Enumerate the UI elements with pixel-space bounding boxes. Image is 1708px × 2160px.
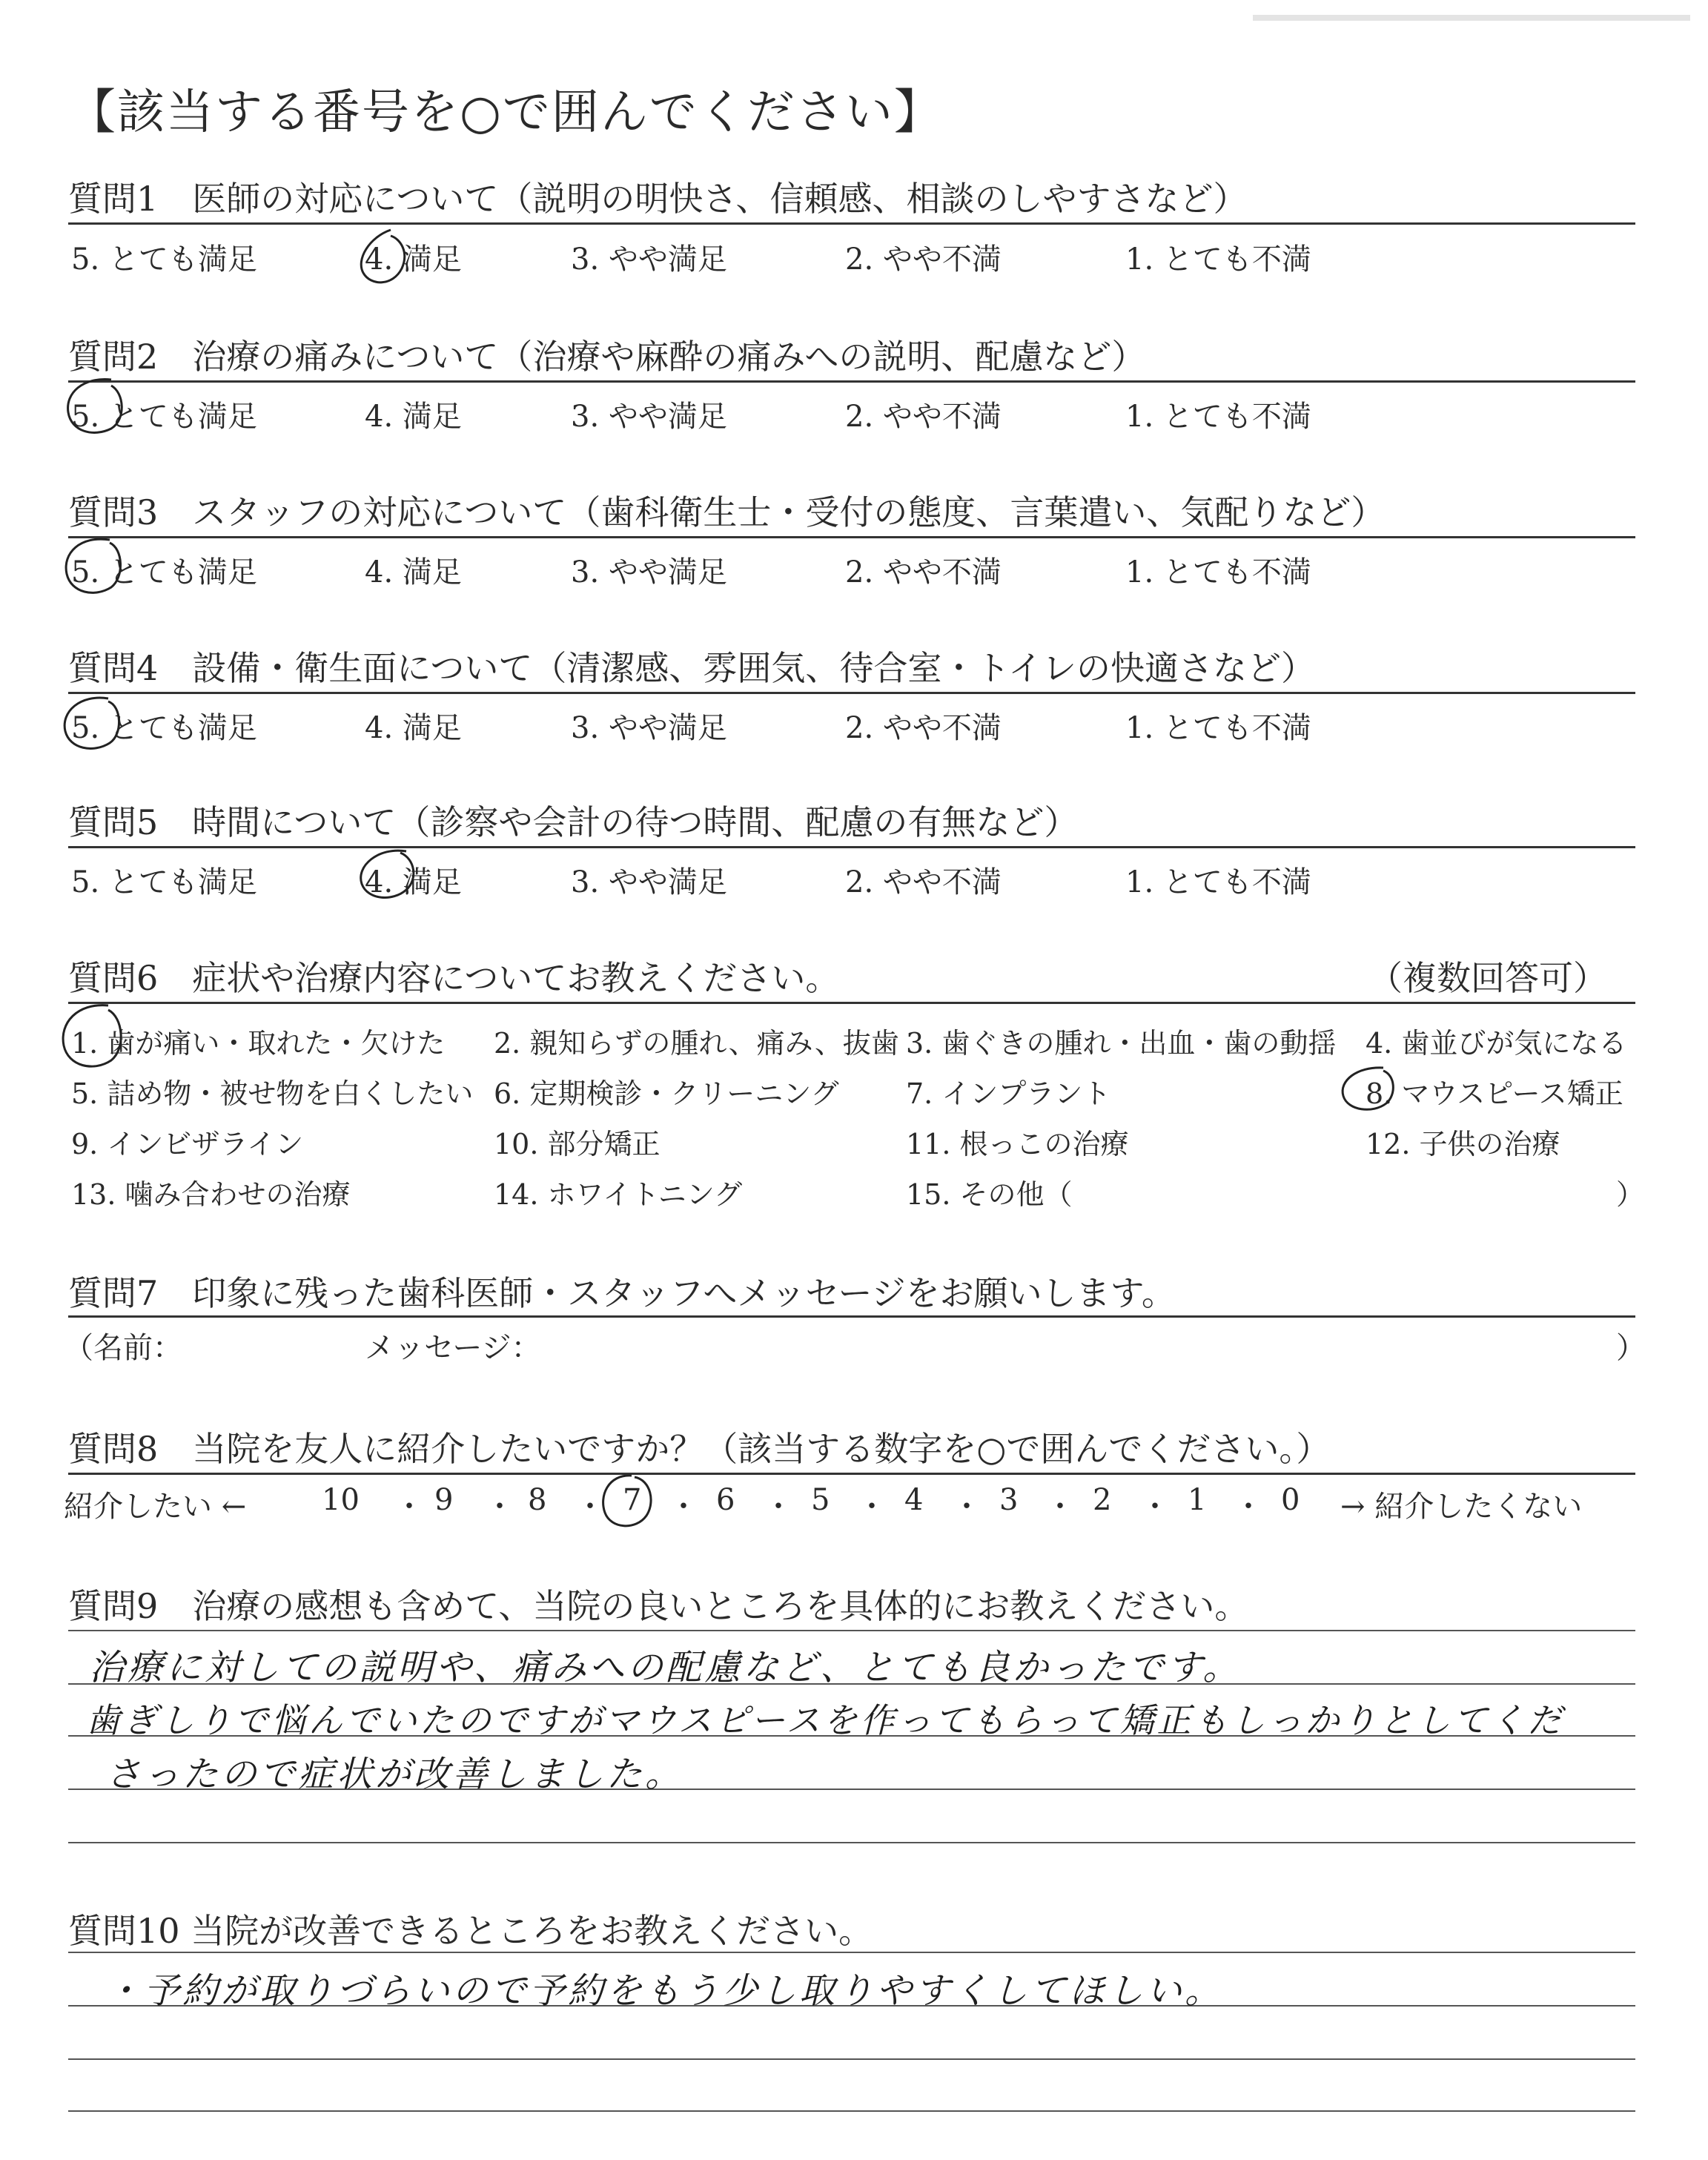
q8-separator: ・ <box>1140 1490 1170 1524</box>
q6-item-3[interactable]: 3. 歯ぐきの腫れ・出血・歯の動揺 <box>906 1027 1337 1060</box>
q6-item-13[interactable]: 13. 噛み合わせの治療 <box>71 1178 351 1211</box>
q6-item-11[interactable]: 11. 根っこの治療 <box>906 1128 1129 1160</box>
q4-option-1[interactable]: 1. とても不満 <box>1125 711 1311 745</box>
q2-option-1[interactable]: 1. とても不満 <box>1125 400 1311 434</box>
q8-score-8[interactable]: 8 <box>528 1483 547 1517</box>
q8-right-label: → 紹介したくない <box>1340 1490 1583 1524</box>
q8-score-9[interactable]: 9 <box>434 1483 454 1517</box>
q1-option-5[interactable]: 5. とても満足 <box>71 242 257 277</box>
q6-item-8[interactable]: 8. マウスピース矯正 <box>1366 1077 1623 1110</box>
q6-item-1[interactable]: 1. 歯が痛い・取れた・欠けた <box>71 1027 446 1060</box>
q3-option-5[interactable]: 5. とても満足 <box>71 555 257 589</box>
q2-option-4[interactable]: 4. 満足 <box>365 400 462 434</box>
page-heading: 【該当する番号を○で囲んでください】 <box>68 85 943 140</box>
q6-item-15[interactable]: 15. その他（ <box>906 1178 1073 1211</box>
question-3-title: 質問3 スタッフの対応について（歯科衛生士・受付の態度、言葉遣い、気配りなど） <box>68 492 1386 532</box>
q5-option-3[interactable]: 3. やや満足 <box>571 865 727 899</box>
q1-option-1[interactable]: 1. とても不満 <box>1125 242 1311 277</box>
q10-line-3 <box>68 2058 1635 2060</box>
q5-option-4[interactable]: 4. 満足 <box>365 865 462 899</box>
q7-name-label: （名前： <box>64 1331 182 1365</box>
q1-option-4[interactable]: 4. 満足 <box>365 242 462 277</box>
question-4-rule <box>68 692 1635 694</box>
q8-separator: ・ <box>485 1490 514 1524</box>
q6-item-12[interactable]: 12. 子供の治療 <box>1366 1128 1560 1160</box>
q1-option-2[interactable]: 2. やや不満 <box>845 242 1002 277</box>
q7-message-label: メッセージ： <box>365 1331 541 1365</box>
q3-option-4[interactable]: 4. 満足 <box>365 555 462 589</box>
q8-separator: ・ <box>1234 1490 1263 1524</box>
q5-option-5[interactable]: 5. とても満足 <box>71 865 257 899</box>
q3-option-1[interactable]: 1. とても不満 <box>1125 555 1311 589</box>
q8-score-7[interactable]: 7 <box>623 1483 642 1517</box>
question-5-title: 質問5 時間について（診察や会計の待つ時間、配慮の有無など） <box>68 802 1079 842</box>
question-6-title: 質問6 症状や治療内容についてお教えください。 <box>68 958 840 998</box>
q1-option-3[interactable]: 3. やや満足 <box>571 242 727 277</box>
q3-option-3[interactable]: 3. やや満足 <box>571 555 727 589</box>
question-1-rule <box>68 222 1635 225</box>
q4-option-2[interactable]: 2. やや不満 <box>845 711 1002 745</box>
q7-close-paren: ） <box>1616 1331 1646 1365</box>
q8-score-4[interactable]: 4 <box>904 1483 924 1517</box>
q8-score-6[interactable]: 6 <box>716 1483 735 1517</box>
q8-score-2[interactable]: 2 <box>1093 1483 1112 1517</box>
question-8-rule <box>68 1473 1635 1475</box>
q10-answer-line-1: ・予約が取りづらいので予約をもう少し取りやすくしてほしい。 <box>105 1970 1224 2012</box>
q8-score-1[interactable]: 1 <box>1188 1483 1207 1517</box>
q6-item-5[interactable]: 5. 詰め物・被せ物を白くしたい <box>71 1077 474 1110</box>
q3-option-2[interactable]: 2. やや不満 <box>845 555 1002 589</box>
question-9-title: 質問9 治療の感想も含めて、当院の良いところを具体的にお教えください。 <box>68 1586 1249 1626</box>
q6-item-6[interactable]: 6. 定期検診・クリーニング <box>494 1077 839 1110</box>
q2-option-2[interactable]: 2. やや不満 <box>845 400 1002 434</box>
q6-item-15-close: ） <box>1616 1178 1645 1211</box>
question-5-rule <box>68 846 1635 848</box>
question-10-title: 質問10 当院が改善できるところをお教えください。 <box>68 1911 873 1951</box>
q6-item-7[interactable]: 7. インプラント <box>906 1077 1111 1110</box>
q9-answer-line-2: 歯ぎしりで悩んでいたのですがマウスピースを作ってもらって矯正もしっかりとしてくだ <box>86 1700 1565 1740</box>
question-6-note: （複数回答可） <box>1368 958 1607 998</box>
q6-item-2[interactable]: 2. 親知らずの腫れ、痛み、抜歯 <box>494 1027 899 1060</box>
q5-option-1[interactable]: 1. とても不満 <box>1125 865 1311 899</box>
q8-separator: ・ <box>1045 1490 1075 1524</box>
question-6-rule <box>68 1002 1635 1004</box>
q8-score-0[interactable]: 0 <box>1281 1483 1300 1517</box>
q9-answer-line-3: さったので症状が改善しました。 <box>105 1754 684 1795</box>
q8-score-3[interactable]: 3 <box>999 1483 1019 1517</box>
q4-option-3[interactable]: 3. やや満足 <box>571 711 727 745</box>
question-2-rule <box>68 380 1635 383</box>
q4-option-4[interactable]: 4. 満足 <box>365 711 462 745</box>
question-2-title: 質問2 治療の痛みについて（治療や麻酔の痛みへの説明、配慮など） <box>68 337 1146 377</box>
scan-edge <box>1253 15 1690 21</box>
q8-left-label: 紹介したい ← <box>64 1490 247 1524</box>
question-7-title: 質問7 印象に残った歯科医師・スタッフへメッセージをお願いします。 <box>68 1273 1176 1313</box>
q9-line-1 <box>68 1630 1635 1631</box>
q6-item-9[interactable]: 9. インビザライン <box>71 1128 304 1160</box>
question-1-title: 質問1 医師の対応について（説明の明快さ、信頼感、相談のしやすさなど） <box>68 179 1248 219</box>
q10-line-1 <box>68 1952 1635 1953</box>
q9-answer-line-1: 治療に対しての説明や、痛みへの配慮など、とても良かったです。 <box>89 1647 1242 1688</box>
q8-separator: ・ <box>952 1490 982 1524</box>
q2-option-5[interactable]: 5. とても満足 <box>71 400 257 434</box>
question-3-rule <box>68 536 1635 538</box>
question-7-rule <box>68 1315 1635 1318</box>
q8-separator: ・ <box>575 1490 605 1524</box>
q2-option-3[interactable]: 3. やや満足 <box>571 400 727 434</box>
question-4-title: 質問4 設備・衛生面について（清潔感、雰囲気、待合室・トイレの快適さなど） <box>68 648 1316 688</box>
q9-line-5 <box>68 1842 1635 1843</box>
q8-score-5[interactable]: 5 <box>811 1483 830 1517</box>
q8-separator: ・ <box>669 1490 698 1524</box>
q6-item-14[interactable]: 14. ホワイトニング <box>494 1178 743 1211</box>
q6-item-10[interactable]: 10. 部分矯正 <box>494 1128 661 1160</box>
question-8-title: 質問8 当院を友人に紹介したいですか？（該当する数字を○で囲んでください。） <box>68 1429 1331 1469</box>
q5-option-2[interactable]: 2. やや不満 <box>845 865 1002 899</box>
q8-score-10[interactable]: 10 <box>322 1483 360 1517</box>
q8-separator: ・ <box>764 1490 793 1524</box>
q10-line-4 <box>68 2110 1635 2112</box>
q8-separator: ・ <box>394 1490 424 1524</box>
q4-option-5[interactable]: 5. とても満足 <box>71 711 257 745</box>
q6-item-4[interactable]: 4. 歯並びが気になる <box>1366 1027 1627 1060</box>
q8-separator: ・ <box>857 1490 887 1524</box>
